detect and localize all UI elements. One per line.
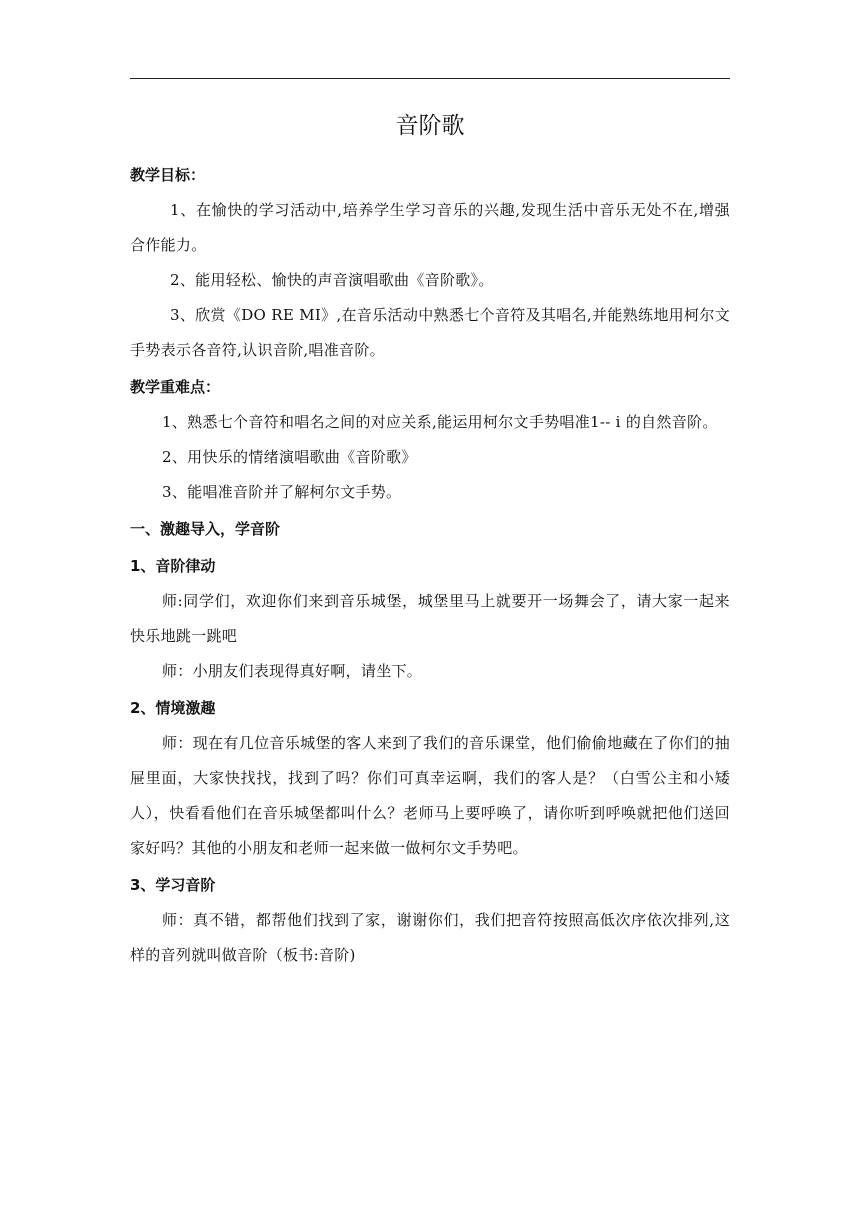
paragraph: 师:同学们，欢迎你们来到音乐城堡，城堡里马上就要开一场舞会了，请大家一起来快乐地跳一跳吧 [130,592,730,645]
document-blocks [130,156,730,973]
section-heading: 1、音阶律动 [130,557,216,575]
paragraph: 3、能唱准音阶并了解柯尔文手势。 [162,483,402,501]
header-rule [130,78,730,79]
section-heading: 一、激趣导入，学音阶 [130,520,281,538]
document-body [130,106,730,973]
paragraph: 1、熟悉七个音符和唱名之间的对应关系,能运用柯尔文手势唱准1-- i 的自然音阶。 [162,413,718,431]
section-heading: 教学重难点： [130,378,221,396]
paragraph: 2、能用轻松、愉快的声音演唱歌曲《音阶歌》。 [170,271,494,289]
paragraph: 1、在愉快的学习活动中,培养学生学习音乐的兴趣,发现生活中音乐无处不在,增强合作能力。 [130,201,730,254]
section-heading: 3、学习音阶 [130,876,216,894]
paragraph: 2、用快乐的情绪演唱歌曲《音阶歌》 [162,448,417,466]
document-title: 音阶歌 [395,113,465,139]
section-heading: 2、情境激趣 [130,699,216,717]
section-heading: 教学目标： [130,166,206,184]
paragraph: 3、欣赏《DO RE MI》,在音乐活动中熟悉七个音符及其唱名,并能熟练地用柯尔文手势表示各音符,认识音阶,唱准音阶。 [130,306,730,359]
paragraph: 师：真不错，都帮他们找到了家，谢谢你们，我们把音符按照高低次序依次排列,这样的音列就叫做音阶（板书:音阶) [130,911,730,964]
paragraph: 师：现在有几位音乐城堡的客人来到了我们的音乐课堂，他们偷偷地藏在了你们的抽屉里面，大家快找找，找到了吗？你们可真幸运啊，我们的客人是？（白雪公主和小矮人），快看看他们在音乐城堡都叫什么？老师马上要呼唤了，请你听到呼唤就把他们送回家好吗？其他的小朋友和老师一起来做一做柯尔文手势吧。 [130,734,730,857]
paragraph: 师：小朋友们表现得真好啊，请坐下。 [162,662,423,680]
